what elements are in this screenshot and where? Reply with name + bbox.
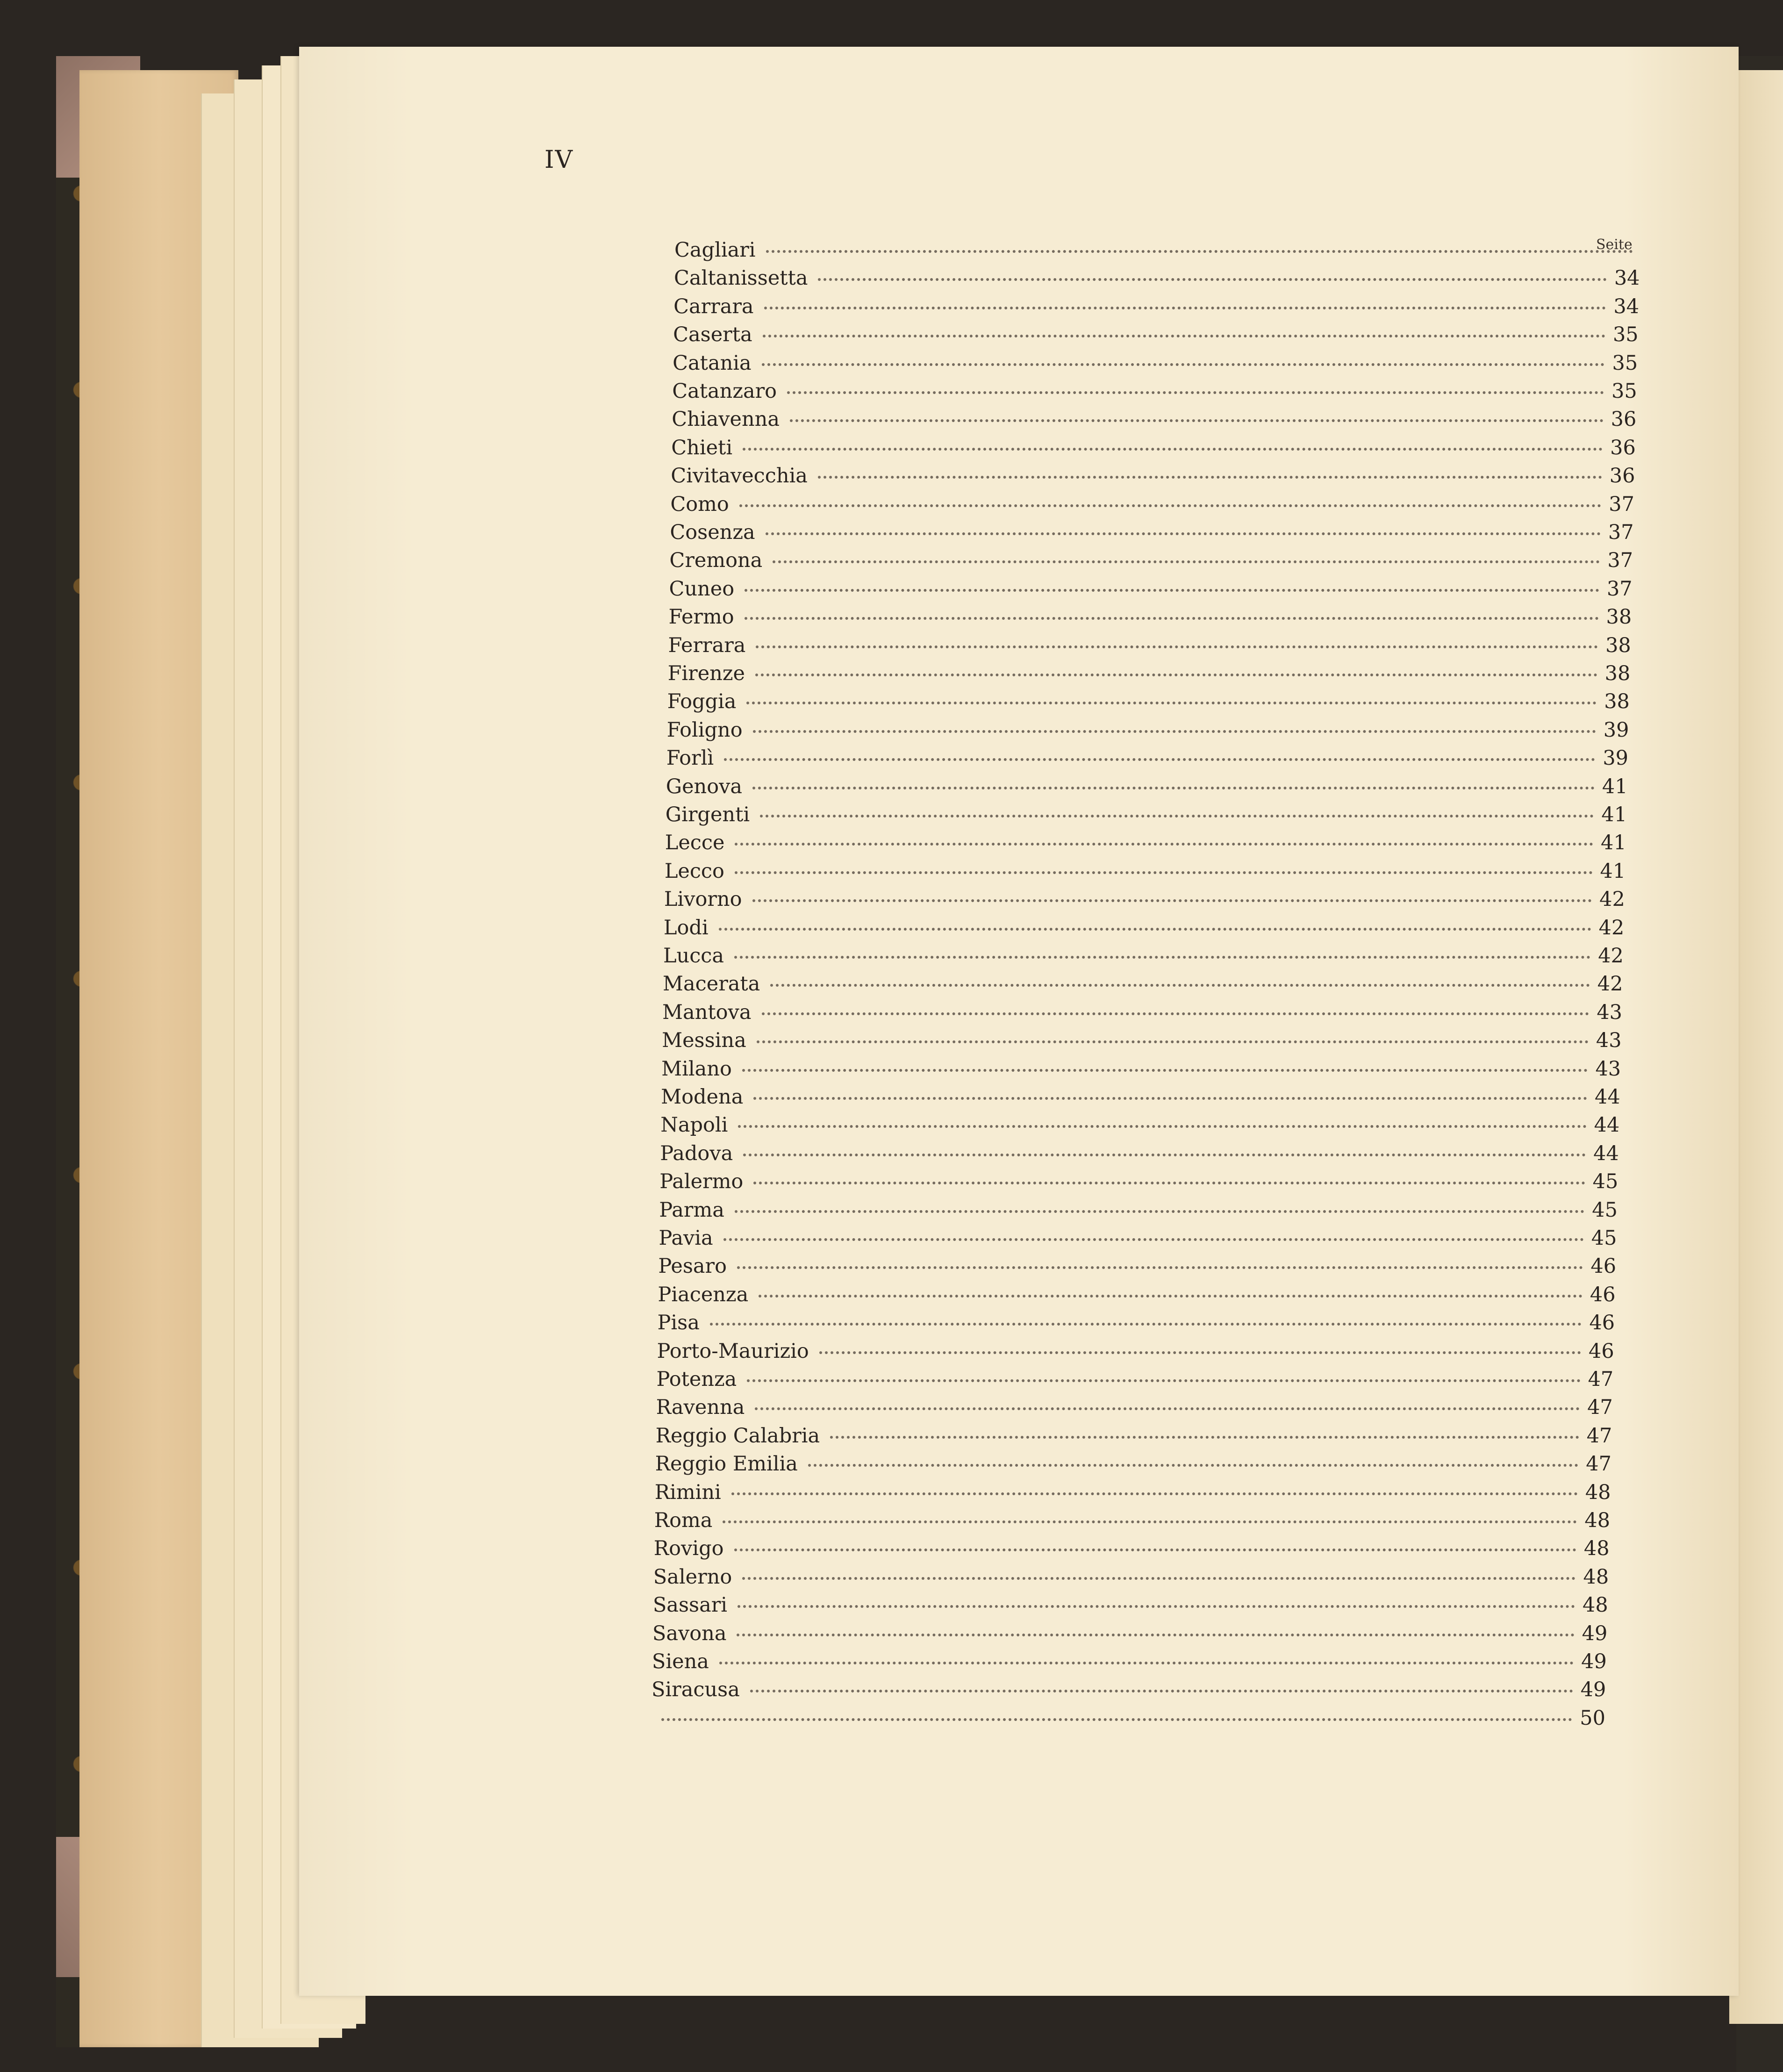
leader-dots bbox=[770, 984, 1590, 987]
toc-entry bbox=[655, 1481, 1611, 1509]
toc-entry bbox=[670, 493, 1634, 521]
toc-entry-page: 46 bbox=[1589, 1311, 1615, 1335]
toc-entry-name: Siracusa bbox=[651, 1678, 740, 1702]
toc-entry bbox=[665, 831, 1626, 859]
toc-entry-name: Firenze bbox=[667, 662, 745, 685]
toc-entry-page: 49 bbox=[1581, 1650, 1607, 1673]
leader-dots bbox=[724, 758, 1595, 761]
toc-entry-name: Lodi bbox=[663, 916, 709, 939]
toc-entry-page: 47 bbox=[1588, 1368, 1614, 1391]
toc-entry bbox=[669, 605, 1632, 633]
toc-entry bbox=[664, 916, 1624, 944]
toc-entry bbox=[670, 521, 1633, 549]
toc-entry-name: Caltanissetta bbox=[674, 266, 808, 290]
toc-entry-name: Cuneo bbox=[669, 577, 735, 601]
toc-entry-page: 36 bbox=[1609, 464, 1635, 488]
leader-dots bbox=[723, 1520, 1577, 1523]
toc-entry-name: Forlì bbox=[666, 746, 714, 770]
toc-entry bbox=[654, 1537, 1610, 1565]
leader-dots bbox=[752, 787, 1595, 789]
toc-entry bbox=[673, 295, 1639, 323]
toc-entry-name: Salerno bbox=[653, 1565, 732, 1589]
toc-entry bbox=[661, 1057, 1621, 1085]
toc-entry-page: 42 bbox=[1597, 972, 1623, 996]
toc-entry-page: 44 bbox=[1594, 1113, 1620, 1137]
toc-entry-name: Messina bbox=[662, 1029, 746, 1053]
leader-dots bbox=[753, 1182, 1585, 1184]
toc-entry bbox=[659, 1170, 1618, 1198]
toc-entry bbox=[658, 1255, 1616, 1283]
leader-dots bbox=[734, 956, 1590, 959]
toc-entry-name: Napoli bbox=[660, 1113, 728, 1137]
toc-entry bbox=[652, 1650, 1607, 1678]
toc-entry-name: Livorno bbox=[664, 888, 742, 911]
toc-entry-page: 39 bbox=[1603, 718, 1629, 742]
toc-entry bbox=[667, 690, 1630, 718]
toc-entry-name: Rovigo bbox=[653, 1537, 724, 1561]
toc-entry-name: Potenza bbox=[656, 1368, 737, 1391]
toc-entry-name: Rimini bbox=[654, 1480, 721, 1504]
toc-entry-name: Mantova bbox=[662, 1000, 752, 1024]
toc-entry-name: Roma bbox=[654, 1509, 713, 1532]
leader-dots bbox=[735, 1210, 1584, 1213]
toc-entry-name: Sassari bbox=[652, 1593, 728, 1617]
leader-dots bbox=[808, 1464, 1578, 1467]
toc-entry-page: 41 bbox=[1601, 803, 1627, 826]
toc-entry-name: Reggio Emilia bbox=[655, 1452, 798, 1476]
leader-dots bbox=[737, 1634, 1574, 1636]
toc-entry-name: Pesaro bbox=[658, 1255, 727, 1278]
leader-dots bbox=[753, 1097, 1587, 1100]
leader-dots bbox=[746, 702, 1597, 704]
toc-entry-page: 38 bbox=[1605, 633, 1631, 657]
toc-entry-name: Chiavenna bbox=[672, 408, 780, 431]
toc-entry bbox=[672, 408, 1636, 436]
toc-entry-name: Fermo bbox=[668, 605, 734, 629]
toc-entry-name: Cremona bbox=[669, 549, 763, 573]
toc-entry-name: Ravenna bbox=[656, 1396, 745, 1420]
leader-dots bbox=[790, 419, 1604, 422]
toc-entry-page: 37 bbox=[1609, 492, 1635, 516]
leader-dots bbox=[819, 1351, 1581, 1354]
page-number: IV bbox=[544, 146, 574, 174]
toc-entry-name: Parma bbox=[659, 1198, 724, 1222]
leader-dots bbox=[762, 1012, 1590, 1015]
toc-entry-name: Lucca bbox=[663, 944, 724, 968]
toc-entry bbox=[659, 1226, 1617, 1255]
toc-entry-page: 45 bbox=[1592, 1170, 1618, 1194]
toc-entry-name: Pisa bbox=[657, 1311, 700, 1335]
toc-entry-name: Lecco bbox=[664, 859, 724, 883]
toc-entry-name: Catania bbox=[673, 351, 752, 375]
toc-entry-name: Chieti bbox=[671, 436, 733, 459]
toc-entry bbox=[652, 1622, 1607, 1650]
leader-dots bbox=[747, 1379, 1580, 1382]
leader-dots bbox=[743, 1154, 1586, 1156]
toc-entry bbox=[664, 888, 1625, 916]
toc-entry bbox=[657, 1311, 1615, 1339]
toc-entry-page: 37 bbox=[1608, 521, 1634, 544]
toc-entry-page: 37 bbox=[1606, 577, 1633, 601]
leader-dots bbox=[763, 335, 1605, 337]
leader-dots bbox=[818, 278, 1606, 281]
toc-entry-page: 41 bbox=[1600, 859, 1626, 883]
toc-entry-page: 44 bbox=[1593, 1141, 1619, 1165]
toc-entry-page: 36 bbox=[1611, 408, 1637, 431]
leader-dots bbox=[759, 1295, 1583, 1298]
leader-dots bbox=[739, 504, 1602, 507]
toc-entry-page: 46 bbox=[1590, 1283, 1616, 1306]
toc-entry-name: Civitavecchia bbox=[671, 464, 808, 488]
toc-entry-name: Milano bbox=[661, 1057, 732, 1081]
leader-dots bbox=[760, 815, 1594, 817]
leader-dots bbox=[719, 928, 1591, 931]
toc-entry-page: 38 bbox=[1604, 690, 1630, 714]
toc-entry-page: 47 bbox=[1586, 1452, 1611, 1476]
toc-entry-name: Caserta bbox=[673, 323, 752, 347]
toc-entry-page: 46 bbox=[1589, 1339, 1614, 1363]
toc-entry bbox=[673, 323, 1639, 351]
toc-entry bbox=[653, 1565, 1609, 1593]
toc-entry-name: Genova bbox=[666, 774, 743, 798]
toc-entry-page: 45 bbox=[1592, 1198, 1618, 1222]
toc-entry bbox=[652, 1678, 1606, 1706]
toc-entry bbox=[667, 718, 1629, 746]
toc-entry bbox=[657, 1340, 1614, 1368]
toc-entry bbox=[668, 634, 1631, 662]
toc-entry bbox=[656, 1396, 1613, 1424]
leader-dots bbox=[710, 1323, 1582, 1326]
leader-dots bbox=[742, 1577, 1575, 1580]
toc-entry-page: 49 bbox=[1580, 1678, 1606, 1702]
toc-entry-page: 43 bbox=[1597, 1000, 1623, 1024]
toc-entry-page: 43 bbox=[1595, 1057, 1621, 1081]
leader-dots bbox=[731, 1492, 1578, 1495]
leader-dots bbox=[742, 1069, 1588, 1072]
toc-entry bbox=[662, 1029, 1622, 1057]
toc-entry bbox=[660, 1113, 1619, 1141]
leader-dots bbox=[735, 843, 1593, 846]
toc-entry-page: 48 bbox=[1583, 1565, 1609, 1589]
toc-entry bbox=[666, 803, 1627, 831]
toc-entry-name: Cosenza bbox=[670, 521, 755, 544]
leader-dots bbox=[719, 1662, 1574, 1664]
toc-entry-name: Como bbox=[670, 492, 729, 516]
toc-entry-page: 41 bbox=[1602, 774, 1628, 798]
leader-dots bbox=[762, 363, 1605, 366]
leader-dots bbox=[756, 645, 1598, 648]
toc-entry-name: Piacenza bbox=[658, 1283, 749, 1306]
toc-entry-page: 42 bbox=[1598, 944, 1624, 968]
column-header-seite: Seite bbox=[1596, 237, 1633, 253]
toc-entry bbox=[654, 1509, 1610, 1537]
toc-entry bbox=[666, 775, 1628, 803]
toc-entry-page: 47 bbox=[1587, 1396, 1613, 1420]
toc-entry bbox=[674, 238, 1640, 266]
toc-entry-name: Cagliari bbox=[674, 238, 756, 262]
toc-entry-page: 38 bbox=[1606, 605, 1632, 629]
leader-dots bbox=[661, 1718, 1572, 1721]
toc-entry bbox=[659, 1198, 1618, 1226]
toc-entry bbox=[669, 577, 1632, 605]
toc-entry bbox=[657, 1368, 1614, 1396]
toc-entry-page: 50 bbox=[1580, 1706, 1605, 1730]
leader-dots bbox=[764, 307, 1606, 309]
toc-entry-name: Catanzaro bbox=[672, 380, 777, 403]
toc-entry-page: 36 bbox=[1610, 436, 1636, 459]
leader-dots bbox=[755, 674, 1597, 676]
toc-entry bbox=[671, 436, 1636, 464]
toc-entry-page: 42 bbox=[1599, 888, 1625, 911]
toc-entry-page: 35 bbox=[1611, 380, 1637, 403]
leader-dots bbox=[745, 589, 1599, 592]
leader-dots bbox=[766, 250, 1633, 253]
leader-dots bbox=[773, 560, 1600, 563]
toc-entry-page: 45 bbox=[1591, 1226, 1617, 1250]
toc-entry-page: 48 bbox=[1585, 1480, 1611, 1504]
leader-dots bbox=[745, 617, 1599, 620]
leader-dots bbox=[743, 448, 1603, 451]
toc-entry-name: Foggia bbox=[667, 690, 737, 714]
toc-entry bbox=[672, 380, 1637, 408]
toc-entry-page: 46 bbox=[1590, 1255, 1617, 1278]
toc-entry bbox=[669, 549, 1633, 577]
leader-dots bbox=[830, 1436, 1579, 1439]
toc-entry bbox=[655, 1452, 1611, 1480]
toc-entry-page: 35 bbox=[1612, 323, 1639, 347]
leader-dots bbox=[766, 532, 1601, 535]
toc-entry bbox=[674, 266, 1640, 294]
toc-entry bbox=[663, 944, 1624, 972]
toc-entry-name: Padova bbox=[660, 1141, 733, 1165]
toc-entry-page: 34 bbox=[1613, 294, 1640, 318]
toc-entry bbox=[673, 351, 1638, 380]
toc-entry-page: 39 bbox=[1603, 746, 1629, 770]
toc-entry-page: 47 bbox=[1586, 1424, 1612, 1448]
toc-entry-page: 44 bbox=[1594, 1085, 1620, 1109]
leader-dots bbox=[787, 391, 1604, 394]
leader-dots bbox=[737, 1266, 1583, 1269]
leader-dots bbox=[753, 730, 1596, 733]
toc-entry-page: 34 bbox=[1614, 266, 1640, 290]
toc-entry-name: Carrara bbox=[673, 294, 754, 318]
toc-entry bbox=[662, 1001, 1622, 1029]
toc-entry-page: 48 bbox=[1583, 1593, 1608, 1617]
toc-entry bbox=[658, 1283, 1615, 1311]
toc-entry-page: 35 bbox=[1612, 351, 1638, 375]
toc-entry bbox=[671, 464, 1635, 492]
toc-entry-name: Lecce bbox=[665, 831, 725, 855]
toc-entry-page: 49 bbox=[1582, 1621, 1608, 1645]
toc-entry bbox=[665, 860, 1625, 888]
toc-entry-name: Modena bbox=[661, 1085, 744, 1109]
toc-entry bbox=[651, 1706, 1605, 1735]
toc-entry bbox=[666, 746, 1628, 774]
toc-entry bbox=[653, 1593, 1608, 1621]
toc-entry-name: Reggio Calabria bbox=[655, 1424, 820, 1448]
toc-entry-name: Pavia bbox=[659, 1226, 713, 1250]
leader-dots bbox=[750, 1690, 1573, 1692]
toc-entry-name: Porto-Maurizio bbox=[657, 1339, 809, 1363]
toc-entry-name: Macerata bbox=[663, 972, 760, 996]
leader-dots bbox=[735, 871, 1593, 874]
toc-entry-page: 38 bbox=[1604, 662, 1631, 685]
toc-entry bbox=[668, 662, 1631, 690]
toc-entry bbox=[663, 972, 1623, 1000]
toc-entry-name: Palermo bbox=[659, 1170, 744, 1194]
leader-dots bbox=[818, 476, 1602, 479]
leader-dots bbox=[738, 1605, 1575, 1608]
toc-entry-page: 43 bbox=[1596, 1029, 1622, 1053]
toc-entry-page: 42 bbox=[1598, 916, 1625, 939]
leader-dots bbox=[755, 1407, 1580, 1410]
toc-entry-name: Girgenti bbox=[665, 803, 750, 826]
toc-entry-name: Savona bbox=[652, 1621, 727, 1645]
toc-entry-page: 48 bbox=[1583, 1537, 1610, 1561]
leader-dots bbox=[752, 899, 1592, 902]
toc-entry bbox=[660, 1142, 1619, 1170]
toc-entry-page: 41 bbox=[1600, 831, 1626, 855]
toc-entry bbox=[656, 1424, 1612, 1452]
toc-entry-name: Siena bbox=[652, 1650, 709, 1673]
toc-entry-name: Foligno bbox=[666, 718, 743, 742]
toc-entry bbox=[661, 1085, 1620, 1113]
leader-dots bbox=[757, 1040, 1589, 1043]
leader-dots bbox=[738, 1125, 1586, 1128]
leader-dots bbox=[723, 1238, 1584, 1241]
toc-entry-page: 48 bbox=[1584, 1509, 1611, 1532]
toc-entry-page: 37 bbox=[1607, 549, 1633, 573]
leader-dots bbox=[734, 1549, 1576, 1551]
toc-entry-name: Ferrara bbox=[668, 633, 746, 657]
